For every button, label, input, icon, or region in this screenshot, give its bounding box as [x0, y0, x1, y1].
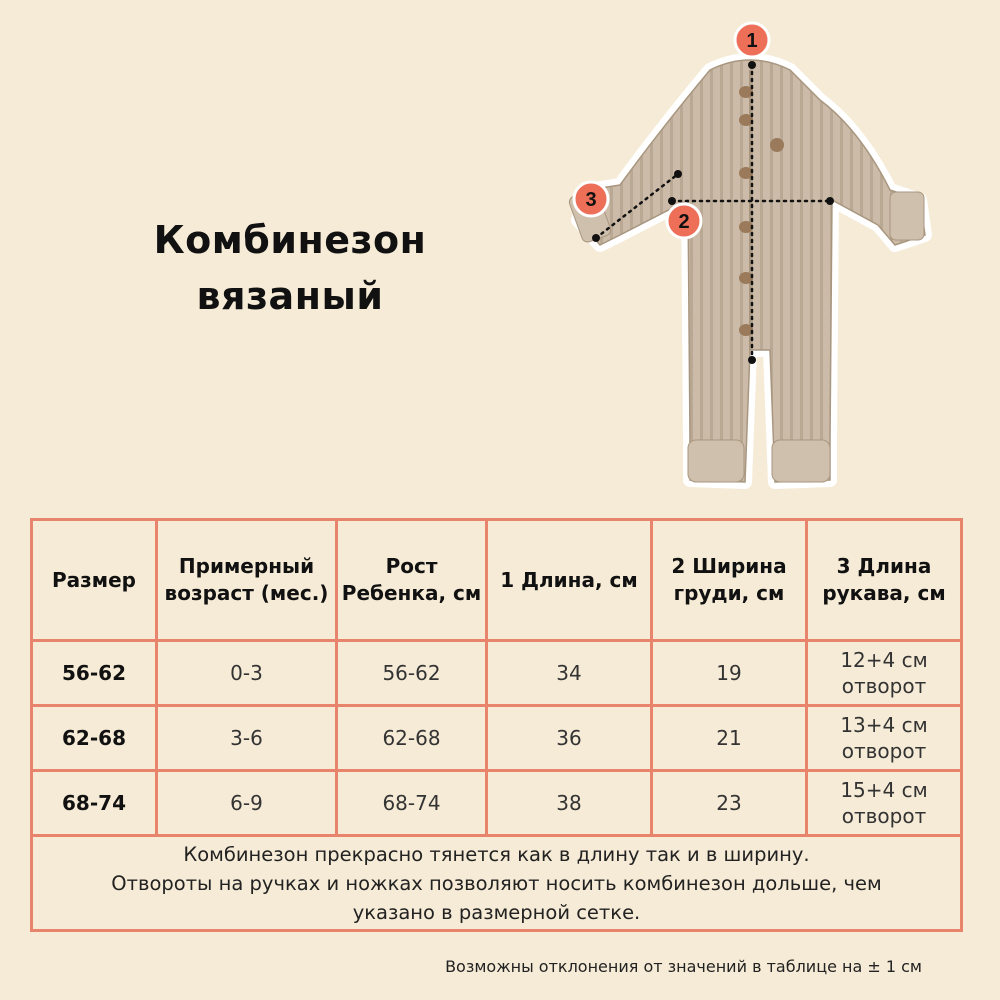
header-length: 1 Длина, см — [487, 520, 652, 641]
table-row — [32, 641, 962, 706]
cell-size: 62-68 — [32, 706, 157, 771]
note-line: Отвороты на ручках и ножках позволяют носить комбинезон дольше, чем — [111, 871, 882, 895]
svg-text:3: 3 — [585, 189, 597, 211]
cell-height: 68-74 — [337, 771, 487, 836]
header-chest: 2 Ширина груди, см — [652, 520, 807, 641]
note-line: указано в размерной сетке. — [352, 900, 641, 924]
cell-length: 36 — [487, 706, 652, 771]
table-note — [32, 836, 962, 931]
jumpsuit-illustration — [560, 20, 960, 500]
marker-2 — [667, 204, 701, 238]
cell-sleeve: 15+4 см отворот — [807, 771, 962, 836]
title-line-2: вязаный — [196, 274, 384, 318]
svg-text:1: 1 — [746, 30, 758, 52]
marker-3 — [574, 182, 608, 216]
cell-length: 34 — [487, 641, 652, 706]
cell-height: 62-68 — [337, 706, 487, 771]
tolerance-footnote: Возможны отклонения от значений в таблице на ± 1 см — [445, 957, 922, 976]
table-note-row — [32, 836, 962, 931]
cell-age: 0-3 — [157, 641, 337, 706]
header-age: Примерный возраст (мес.) — [157, 520, 337, 641]
header-height: Рост Ребенка, см — [337, 520, 487, 641]
cell-size: 68-74 — [32, 771, 157, 836]
cell-sleeve: 13+4 см отворот — [807, 706, 962, 771]
table-header-row — [32, 520, 962, 641]
cell-age: 3-6 — [157, 706, 337, 771]
cell-chest: 21 — [652, 706, 807, 771]
header-size: Размер — [32, 520, 157, 641]
svg-text:2: 2 — [678, 211, 690, 233]
marker-1 — [735, 23, 769, 57]
cell-chest: 19 — [652, 641, 807, 706]
note-line: Комбинезон прекрасно тянется как в длину так и в ширину. — [183, 842, 810, 866]
product-title — [130, 212, 450, 324]
table-row — [32, 771, 962, 836]
cell-length: 38 — [487, 771, 652, 836]
title-line-1: Комбинезон — [153, 218, 427, 262]
size-table — [30, 518, 960, 932]
cell-age: 6-9 — [157, 771, 337, 836]
cell-sleeve: 12+4 см отворот — [807, 641, 962, 706]
cell-height: 56-62 — [337, 641, 487, 706]
cell-chest: 23 — [652, 771, 807, 836]
table-row — [32, 706, 962, 771]
header-sleeve: 3 Длина рукава, см — [807, 520, 962, 641]
cell-size: 56-62 — [32, 641, 157, 706]
